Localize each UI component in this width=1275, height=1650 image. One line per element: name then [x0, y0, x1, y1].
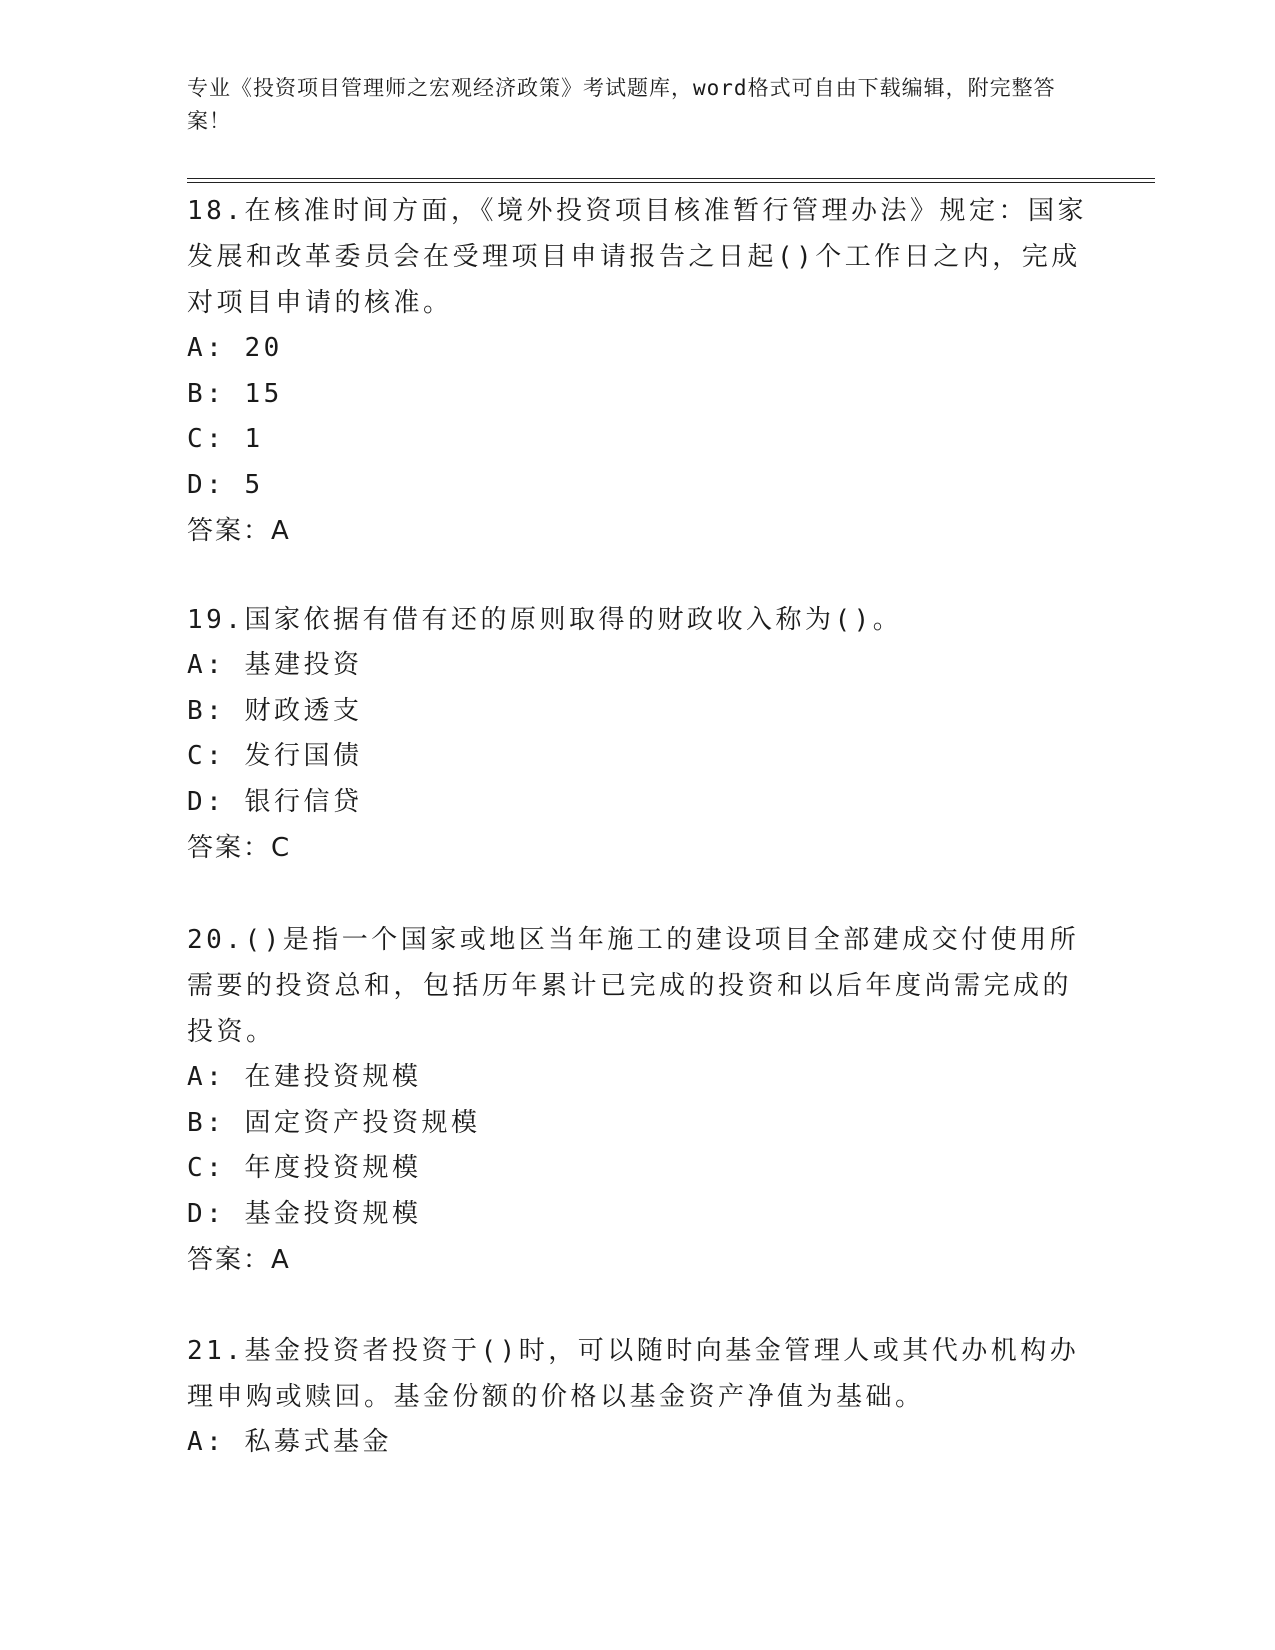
- option-c: C: 年度投资规模: [187, 1153, 422, 1183]
- option-d: D: 5: [187, 469, 264, 500]
- question-stem: 21.基金投资者投资于()时，可以随时向基金管理人或其代办机构办理申购或赎回。基金份额的价格以基金资产净值为基础。: [187, 1336, 1080, 1412]
- question-18: [187, 188, 1087, 554]
- option-b: B: 15: [187, 378, 283, 409]
- option-a: A: 基建投资: [187, 650, 363, 680]
- option-b: B: 固定资产投资规模: [187, 1107, 481, 1138]
- option-b: B: 财政透支: [187, 695, 363, 726]
- answer: 答案：A: [187, 516, 291, 546]
- document-header: 专业《投资项目管理师之宏观经济政策》考试题库，word格式可自由下载编辑，附完整答案！: [187, 76, 1056, 133]
- answer: 答案：C: [187, 833, 292, 863]
- option-a: A: 私募式基金: [187, 1427, 392, 1457]
- header-divider-top: [187, 178, 1155, 179]
- option-c: C: 1: [187, 424, 264, 454]
- header-divider-bottom: [187, 182, 1155, 183]
- question-21: [187, 1328, 1087, 1466]
- option-d: D: 基金投资规模: [187, 1198, 422, 1229]
- answer: 答案：A: [187, 1245, 291, 1275]
- option-a: A: 在建投资规模: [187, 1062, 422, 1092]
- option-c: C: 发行国债: [187, 741, 363, 771]
- question-19: [187, 597, 1087, 871]
- option-a: A: 20: [187, 333, 283, 363]
- question-stem: 19.国家依据有借有还的原则取得的财政收入称为()。: [187, 605, 903, 635]
- question-stem: 18.在核准时间方面，《境外投资项目核准暂行管理办法》规定：国家发展和改革委员会在受理项目申请报告之日起()个工作日之内，完成对项目申请的核准。: [187, 196, 1087, 318]
- question-20: [187, 917, 1087, 1283]
- option-d: D: 银行信贷: [187, 786, 363, 817]
- question-stem: 20.()是指一个国家或地区当年施工的建设项目全部建成交付使用所需要的投资总和，包括历年累计已完成的投资和以后年度尚需完成的投资。: [187, 925, 1080, 1047]
